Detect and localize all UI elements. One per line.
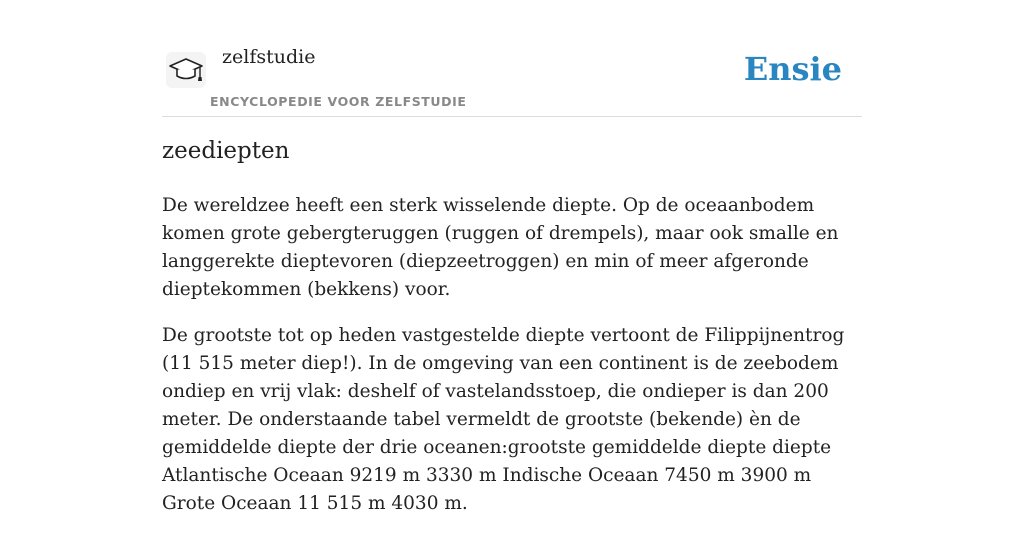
page-title: zeediepten	[162, 138, 290, 164]
article-body	[162, 192, 862, 536]
brand-logo[interactable]: Ensie	[743, 50, 842, 88]
graduation-cap-icon[interactable]	[166, 52, 206, 88]
article-paragraph: De grootste tot op heden vastgestelde diepte vertoont de Filippijnentrog (11 515 meter diep!). In de omgeving van een continent is de zeebodem ondiep en vrij vlak: deshelf of vastelandsstoep, die ondieper is dan 200 meter. De onderstaande tabel vermeldt de grootste (bekende) èn de gemiddelde diepte der drie oceanen:grootste gemiddelde diepte diepte Atlantische Oceaan 9219 m 3330 m Indische Oceaan 7450 m 3900 m Grote Oceaan 11 515 m 4030 m.	[162, 325, 845, 514]
site-header	[162, 40, 862, 117]
site-name[interactable]: zelfstudie	[222, 46, 316, 68]
site-tagline: ENCYCLOPEDIE VOOR ZELFSTUDIE	[210, 94, 467, 109]
article-paragraph: De wereldzee heeft een sterk wisselende diepte. Op de oceaanbodem komen grote gebergteruggen (ruggen of drempels), maar ook smalle en langgerekte dieptevoren (diepzeetroggen) en min of meer afgeronde dieptekommen (bekkens) voor.	[162, 195, 839, 300]
